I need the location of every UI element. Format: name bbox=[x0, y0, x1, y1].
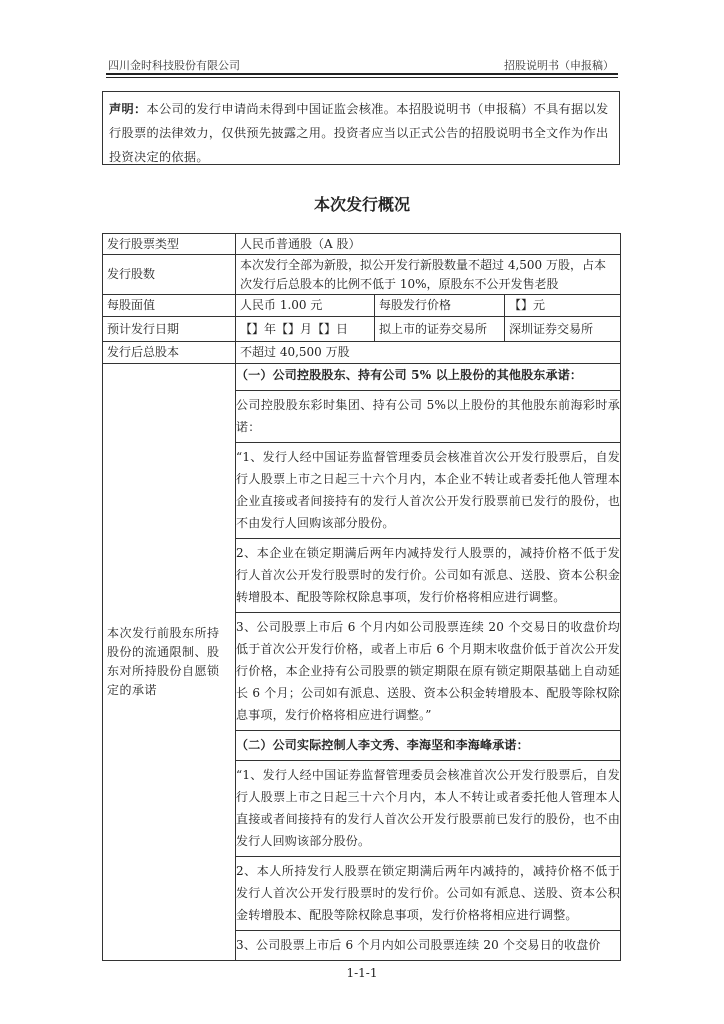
stock-type-label: 发行股票类型 bbox=[103, 234, 236, 255]
issue-price-value: 【】元 bbox=[505, 295, 621, 317]
disclaimer-label: 声明： bbox=[109, 102, 147, 116]
par-value-label: 每股面值 bbox=[103, 295, 236, 317]
lockup-commitments bbox=[236, 364, 621, 961]
section-title: 本次发行概况 bbox=[313, 195, 410, 214]
table-row bbox=[103, 317, 621, 342]
section1-intro: 公司控股股东彩时集团、持有公司 5%以上股份的其他股东前海彩时承诺： bbox=[236, 391, 620, 443]
section2-paragraph-3: 3、公司股票上市后 6 个月内如公司股票连续 20 个交易日的收盘价 bbox=[236, 938, 601, 952]
table-row bbox=[103, 364, 621, 961]
page-number: 1-1-1 bbox=[346, 966, 378, 980]
header-rule-thin bbox=[106, 77, 618, 78]
header-company: 四川金时科技股份有限公司 bbox=[108, 59, 240, 72]
issue-date-value: 【】年【】月【】日 bbox=[236, 317, 375, 342]
par-value: 人民币 1.00 元 bbox=[236, 295, 375, 317]
section2-paragraph-1: “1、发行人经中国证券监督管理委员会核准首次公开发行股票后，自发行人股票上市之日起三十六个月内，本人不转让或者委托他人管理本人直接或者间接持有的发行人首次公开发行股票前已发行的股份，也不由发行人回购该部分股份。 bbox=[236, 761, 620, 857]
exchange-label: 拟上市的证券交易所 bbox=[375, 317, 505, 342]
shares-value: 本次发行全部为新股，拟公开发行新股数量不超过 4,500 万股，占本次发行后总股本的比例不低于 10%，原股东不公开发售老股 bbox=[236, 255, 621, 295]
offering-overview-table bbox=[102, 233, 621, 961]
stock-type-value: 人民币普通股（A 股） bbox=[236, 234, 621, 255]
table-row bbox=[103, 342, 621, 364]
section1-title: （一）公司控股股东、持有公司 5% 以上股份的其他股东承诺： bbox=[236, 364, 620, 391]
table-row bbox=[103, 234, 621, 255]
table-row bbox=[103, 295, 621, 317]
issue-date-label: 预计发行日期 bbox=[103, 317, 236, 342]
section1-paragraph-1: “1、发行人经中国证券监督管理委员会核准首次公开发行股票后，自发行人股票上市之日起三十六个月内，本企业不转让或者委托他人管理本企业直接或者间接持有的发行人首次公开发行股票前已发行的股份，也不由发行人回购该部分股份。 bbox=[236, 443, 620, 539]
exchange-value: 深圳证券交易所 bbox=[505, 317, 621, 342]
shares-label: 发行股数 bbox=[103, 255, 236, 295]
table-row bbox=[103, 255, 621, 295]
section1-paragraph-3: 3、公司股票上市后 6 个月内如公司股票连续 20 个交易日的收盘价均低于首次公开发行价格，或者上市后 6 个月期末收盘价低于首次公开发行价格，本企业持有公司股票的锁定期限在原有锁定期限基础上自动延长 6 个月；公司如有派息、送股、资本公积金转增股本、配股等除权除息事项，发行价格将相应进行调整。” bbox=[236, 613, 620, 731]
total-shares-value: 不超过 40,500 万股 bbox=[236, 342, 621, 364]
section1-paragraph-2: 2、本企业在锁定期满后两年内减持发行人股票的，减持价格不低于发行人首次公开发行股票时的发行价。公司如有派息、送股、资本公积金转增股本、配股等除权除息事项，发行价格将相应进行调整。 bbox=[236, 539, 620, 613]
disclaimer-text: 本公司的发行申请尚未得到中国证监会核准。本招股说明书（申报稿）不具有据以发行股票的法律效力，仅供预先披露之用。投资者应当以正式公告的招股说明书全文作为作出投资决定的依据。 bbox=[109, 102, 609, 164]
header-rule bbox=[106, 73, 618, 75]
lockup-label: 本次发行前股东所持股份的流通限制、股东对所持股份自愿锁定的承诺 bbox=[103, 364, 236, 961]
section2-title: （二）公司实际控制人李文秀、李海坚和李海峰承诺： bbox=[236, 731, 620, 761]
section2-paragraph-2: 2、本人所持发行人股票在锁定期满后两年内减持的，减持价格不低于发行人首次公开发行股票时的发行价。公司如有派息、送股、资本公积金转增股本、配股等除权除息事项，发行价格将相应进行调整。 bbox=[236, 857, 620, 931]
disclaimer-box bbox=[102, 91, 620, 165]
total-shares-label: 发行后总股本 bbox=[103, 342, 236, 364]
header-doc-type: 招股说明书（申报稿） bbox=[504, 59, 614, 72]
issue-price-label: 每股发行价格 bbox=[375, 295, 505, 317]
